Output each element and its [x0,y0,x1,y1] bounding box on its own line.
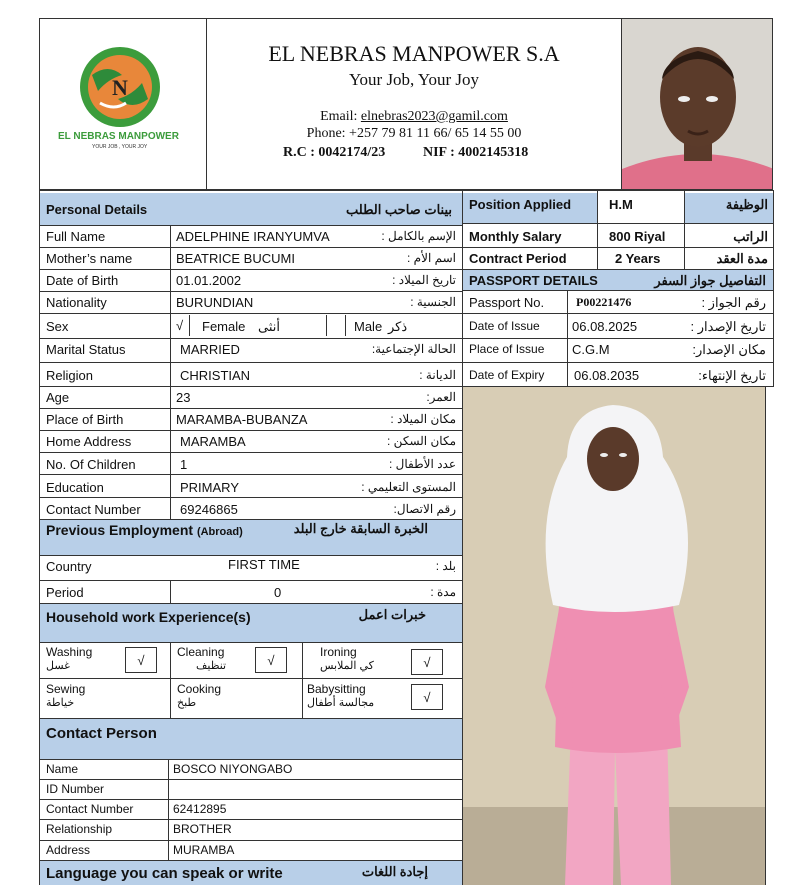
contact-row-value: BOSCO NIYONGABO [173,762,293,776]
contact-person-title: Contact Person [46,725,157,742]
sex-label: Sex [46,319,69,334]
contact-row-label: Relationship [46,822,113,836]
personal-row-value: BURUNDIAN [176,295,254,310]
contract-period-ar: مدة العقد [716,251,768,266]
company-header [207,18,621,190]
email-label: Email: [320,109,361,124]
contact-row-value: MURAMBA [173,843,235,857]
headshot-photo [621,18,773,190]
email-line [207,110,621,124]
personal-row-label-ar: العمر: [426,390,456,404]
expiry-date-ar: تاريخ الإنتهاء: [698,368,766,383]
female-label-ar: أنثى [258,319,280,334]
personal-row-label-ar: مكان الميلاد : [390,412,456,426]
skill-cooking-ar: طبخ [177,697,197,709]
full-body-photo [463,387,765,885]
expiry-date-label: Date of Expiry [469,368,545,382]
skill-cleaning-checkbox[interactable]: √ [255,647,287,673]
personal-row-label-ar: الإسم بالكامل : [381,229,456,243]
company-name: EL NEBRAS MANPOWER S.A [268,41,560,66]
period-value: 0 [274,585,282,600]
personal-row-label: Nationality [46,295,107,310]
issue-date-label: Date of Issue [469,319,540,333]
skill-washing-ar: غسل [46,660,70,672]
previous-employment-title-main: Previous Employment [46,522,194,538]
personal-row-value: MARRIED [180,342,240,357]
personal-details-title-ar: بينات صاحب الطلب [346,202,452,217]
skill-babysitting-checkbox[interactable]: √ [411,684,443,710]
passport-no-value: P00221476 [576,295,632,309]
personal-row-value: CHRISTIAN [180,368,251,383]
skill-cleaning-label: Cleaning [177,645,225,659]
position-applied-label: Position Applied [469,197,572,212]
personal-row-label: Place of Birth [46,412,124,427]
personal-row-label: Education [46,480,104,495]
position-applied-ar: الوظيفة [725,197,768,212]
contact-row-label: ID Number [46,782,105,796]
personal-row-value: MARAMBA-BUBANZA [176,412,308,427]
female-label: Female [202,319,246,334]
personal-row-value: ADELPHINE IRANYUMVA [176,229,330,244]
rc-number: R.C : 0042174/23 [283,145,386,160]
contact-row-value: BROTHER [173,822,232,836]
passport-no-label: Passport No. [469,295,545,310]
logo-box [39,18,207,190]
personal-row-value: MARAMBA [180,434,246,449]
personal-row-label-ar: عدد الأطفال : [389,457,456,471]
personal-row-label: Mother’s name [46,251,133,266]
household-title: Household work Experience(s) [46,609,251,625]
personal-details-title: Personal Details [46,202,148,217]
personal-row-label: No. Of Children [46,457,136,472]
issue-date-ar: تاريخ الإصدار : [690,319,766,334]
contact-row-label: Contact Number [46,802,134,816]
issue-place-label: Place of Issue [469,342,545,356]
personal-row-value: 69246865 [180,502,238,517]
personal-row-label: Religion [46,368,93,383]
contact-row-label: Name [46,762,79,776]
company-slogan: Your Job, Your Joy [348,70,480,89]
contract-period-label: Contract Period [469,251,567,266]
headshot-image [622,19,773,190]
personal-row-label-ar: رقم الاتصال: [393,502,456,516]
country-value: FIRST TIME [228,557,300,572]
personal-row-label-ar: تاريخ الميلاد : [392,273,456,287]
previous-employment-title [46,523,243,538]
skill-babysitting-label: Babysitting [307,682,366,696]
monthly-salary-value: 800 Riyal [609,229,666,244]
nif-number: NIF : 4002145318 [423,145,529,160]
logo-text: EL NEBRAS MANPOWER [58,131,179,142]
monthly-salary-label: Monthly Salary [469,229,562,244]
personal-row-label: Marital Status [46,342,126,357]
monthly-salary-ar: الراتب [733,229,768,244]
female-checkbox[interactable]: √ [176,318,184,333]
language-title: Language you can speak or write [46,865,283,882]
previous-employment-title-small: (Abroad) [196,526,243,538]
personal-row-value: PRIMARY [180,480,239,495]
skill-babysitting-ar: مجالسة أطفال [307,697,375,709]
period-ar: مدة : [430,585,456,599]
skill-sewing-label: Sewing [46,682,86,696]
personal-row-label-ar: اسم الأم : [407,251,456,265]
personal-row-label: Contact Number [46,502,141,517]
male-label-ar: ذكر [388,319,408,334]
language-title-ar: إجادة اللغات [361,864,428,879]
personal-row-value: 01.01.2002 [176,273,242,288]
country-ar: بلد : [435,559,456,573]
skill-washing-checkbox[interactable]: √ [125,647,157,673]
personal-row-label: Home Address [46,434,132,449]
male-label: Male [354,319,383,334]
logo-letter: N [112,75,128,100]
contract-period-value: 2 Years [615,251,661,266]
personal-row-label-ar: المستوى التعليمي : [361,480,456,494]
skill-cooking-label: Cooking [177,682,222,696]
contact-row-label: Address [46,843,91,857]
issue-place-value: C.G.M [572,342,610,357]
issue-date-value: 06.08.2025 [572,319,638,334]
personal-row-label: Full Name [46,229,106,244]
skill-ironing-label: Ironing [320,645,357,659]
logo-tagline: YOUR JOB , YOUR JOY [92,144,148,150]
country-label: Country [46,559,92,574]
passport-details-title-ar: التفاصيل جواز السفر [654,273,766,288]
household-title-ar: خبرات اعمل [358,607,426,622]
expiry-date-value: 06.08.2035 [574,368,640,383]
personal-row-label: Age [46,390,70,405]
personal-row-value: 23 [176,390,191,405]
passport-details-title: PASSPORT DETAILS [469,273,598,288]
skill-ironing-ar: كي الملابس [320,660,374,672]
contact-row-value: 62412895 [173,802,227,816]
phone-line: Phone: +257 79 81 11 66/ 65 14 55 00 [306,126,522,141]
passport-no-ar: رقم الجواز : [701,295,766,310]
issue-place-ar: مكان الإصدار: [692,342,766,357]
full-body-image [463,387,765,885]
personal-row-value: BEATRICE BUCUMI [176,251,295,266]
personal-row-label-ar: الحالة الإجتماعية: [371,342,456,356]
personal-row-label-ar: الديانة : [419,368,456,382]
skill-sewing-ar: خياطة [46,697,75,709]
personal-row-value: 1 [180,457,188,472]
company-logo [78,45,162,129]
personal-row-label-ar: الجنسية : [410,295,456,309]
email-link[interactable]: elnebras2023@gamil.com [360,109,508,124]
skill-ironing-checkbox[interactable]: √ [411,649,443,675]
skill-cleaning-ar: تنظيف [196,660,227,672]
period-label: Period [46,585,84,600]
previous-employment-title-ar: الخبرة السابقة خارج البلد [293,521,428,536]
position-applied-value: H.M [609,197,633,212]
personal-row-label: Date of Birth [46,273,119,288]
personal-row-label-ar: مكان السكن : [387,434,456,448]
skill-washing-label: Washing [46,645,93,659]
